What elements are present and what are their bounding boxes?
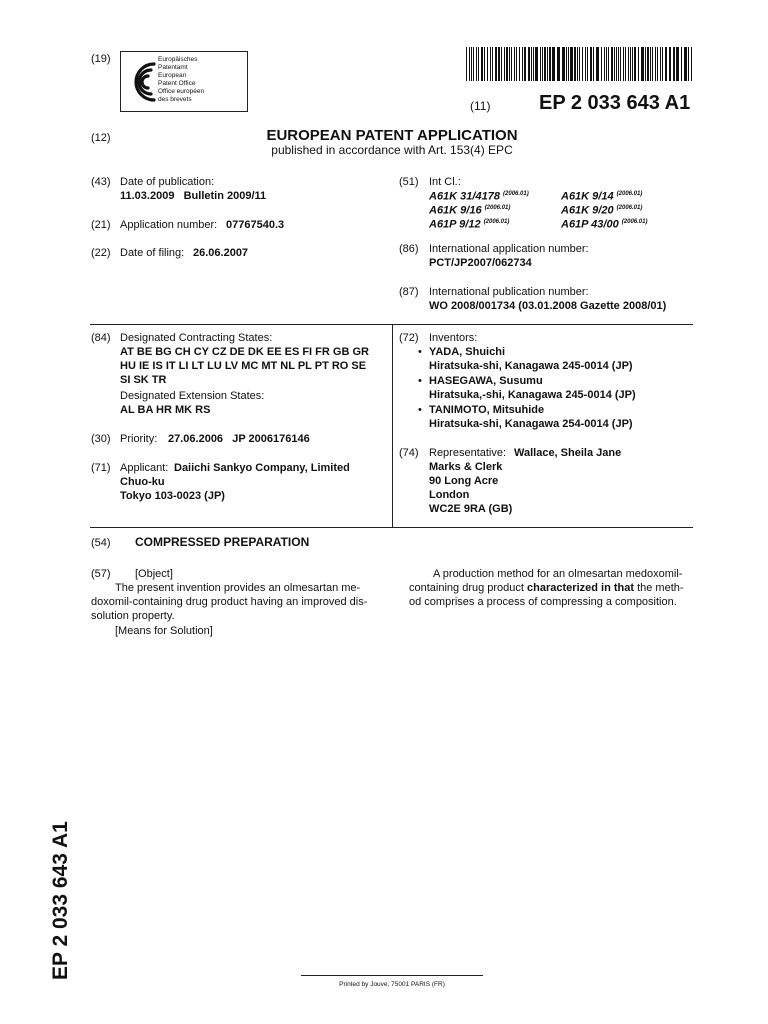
int-cl-label: Int Cl.:: [429, 176, 461, 188]
representative-label: Representative:: [429, 447, 507, 459]
publication-date-value: 11.03.2009 Bulletin 2009/11: [120, 190, 267, 202]
document-subtitle: published in accordance with Art. 153(4) EPC: [271, 143, 513, 157]
ipc-code: A61P 9/12 $^{(2006.01)}$: [429, 218, 510, 231]
intl-application-label: International application number:: [429, 243, 589, 255]
inid-19: (19): [91, 53, 111, 65]
ipc-code: A61K 9/14 $^{(2006.01)}$: [561, 190, 643, 203]
invention-title: COMPRESSED PREPARATION: [135, 535, 310, 549]
footer-rule: [301, 975, 483, 976]
filing-date-label: Date of filing:: [120, 247, 185, 259]
inid-87: (87): [399, 286, 419, 298]
inid-22: (22): [91, 247, 111, 259]
inid-54: (54): [91, 537, 111, 549]
object-label: [Object]: [135, 568, 173, 580]
inid-21: (21): [91, 219, 111, 231]
ipc-code: A61K 31/4178 $^{(2006.01)}$: [429, 190, 529, 203]
divider-bottom: [90, 527, 693, 528]
bullet-icon: •: [418, 375, 422, 387]
ipc-code: A61P 43/00 $^{(2006.01)}$: [561, 218, 648, 231]
ipc-code: A61K 9/20 $^{(2006.01)}$: [561, 204, 643, 217]
extension-states-value: AL BA HR MK RS: [120, 404, 211, 416]
designated-states-label: Designated Contracting States:: [120, 332, 273, 344]
inid-72: (72): [399, 332, 419, 344]
inid-86: (86): [399, 243, 419, 255]
inid-51: (51): [399, 176, 419, 188]
publication-date-label: Date of publication:: [120, 176, 215, 188]
bullet-icon: •: [418, 346, 422, 358]
inventor-address: Hiratsuka-shi, Kanagawa 254-0014 (JP): [429, 418, 633, 430]
application-number-value: 07767540.3: [226, 219, 285, 231]
column-divider: [392, 324, 393, 527]
inid-43: (43): [91, 176, 111, 188]
inid-11: (11): [470, 99, 491, 113]
application-number-label: Application number:: [120, 219, 218, 231]
document-type: EUROPEAN PATENT APPLICATION: [266, 127, 518, 144]
priority-label: Priority:: [120, 433, 158, 445]
intl-publication-value: WO 2008/001734 (03.01.2008 Gazette 2008/01): [429, 300, 667, 312]
designated-states-value: AT BE BG CH CY CZ DE DK EE ES FI FR GB GR HU IE IS IT LI LT LU LV MC MT NL PL PT RO SE SI SK TR: [120, 346, 369, 386]
epo-logo: [120, 51, 248, 112]
inid-57: (57): [91, 568, 111, 580]
inventor-name: HASEGAWA, Susumu: [429, 375, 543, 387]
representative-name: Wallace, Sheila Jane: [514, 447, 622, 459]
office-name: Europäisches Patentamt European Patent Office Office européen des brevets: [158, 56, 205, 103]
priority-value: 27.06.2006 JP 2006176146: [168, 433, 310, 445]
inid-12: (12): [91, 132, 111, 144]
representative-address: Marks & Clerk 90 Long Acre London WC2E 9RA (GB): [429, 461, 513, 515]
inid-30: (30): [91, 433, 111, 445]
publication-number: EP 2 033 643 A1: [539, 92, 691, 114]
applicant-name: Daiichi Sankyo Company, Limited: [174, 462, 350, 474]
abstract-left-text: The present invention provides an olmesartan me- doxomil-containing drug product having an improved dis- solution property.: [91, 582, 368, 622]
inid-74: (74): [399, 447, 419, 459]
extension-states-label: Designated Extension States:: [120, 390, 265, 402]
intl-application-value: PCT/JP2007/062734: [429, 257, 532, 269]
side-publication-number: EP 2 033 643 A1: [49, 821, 72, 980]
inventor-name: YADA, Shuichi: [429, 346, 505, 358]
means-label: [Means for Solution]: [115, 625, 213, 637]
inventor-address: Hiratsuka-shi, Kanagawa 245-0014 (JP): [429, 360, 633, 372]
inventor-address: Hiratsuka,-shi, Kanagawa 245-0014 (JP): [429, 389, 636, 401]
inid-71: (71): [91, 462, 111, 474]
filing-date-value: 26.06.2007: [193, 247, 249, 259]
barcode: [466, 47, 694, 81]
inid-84: (84): [91, 332, 111, 344]
intl-publication-label: International publication number:: [429, 286, 589, 298]
inventors-label: Inventors:: [429, 332, 478, 344]
printer-credit: Printed by Jouve, 75001 PARIS (FR): [339, 981, 445, 988]
ipc-code: A61K 9/16 $^{(2006.01)}$: [429, 204, 511, 217]
applicant-label: Applicant:: [120, 462, 169, 474]
abstract-right-text: A production method for an olmesartan medoxomil- containing drug product characterized in that the meth- od comprises a process of compressing a composition.: [409, 568, 684, 608]
inventor-name: TANIMOTO, Mitsuhide: [429, 404, 545, 416]
bullet-icon: •: [418, 404, 422, 416]
applicant-address: Chuo-ku Tokyo 103-0023 (JP): [120, 476, 225, 502]
